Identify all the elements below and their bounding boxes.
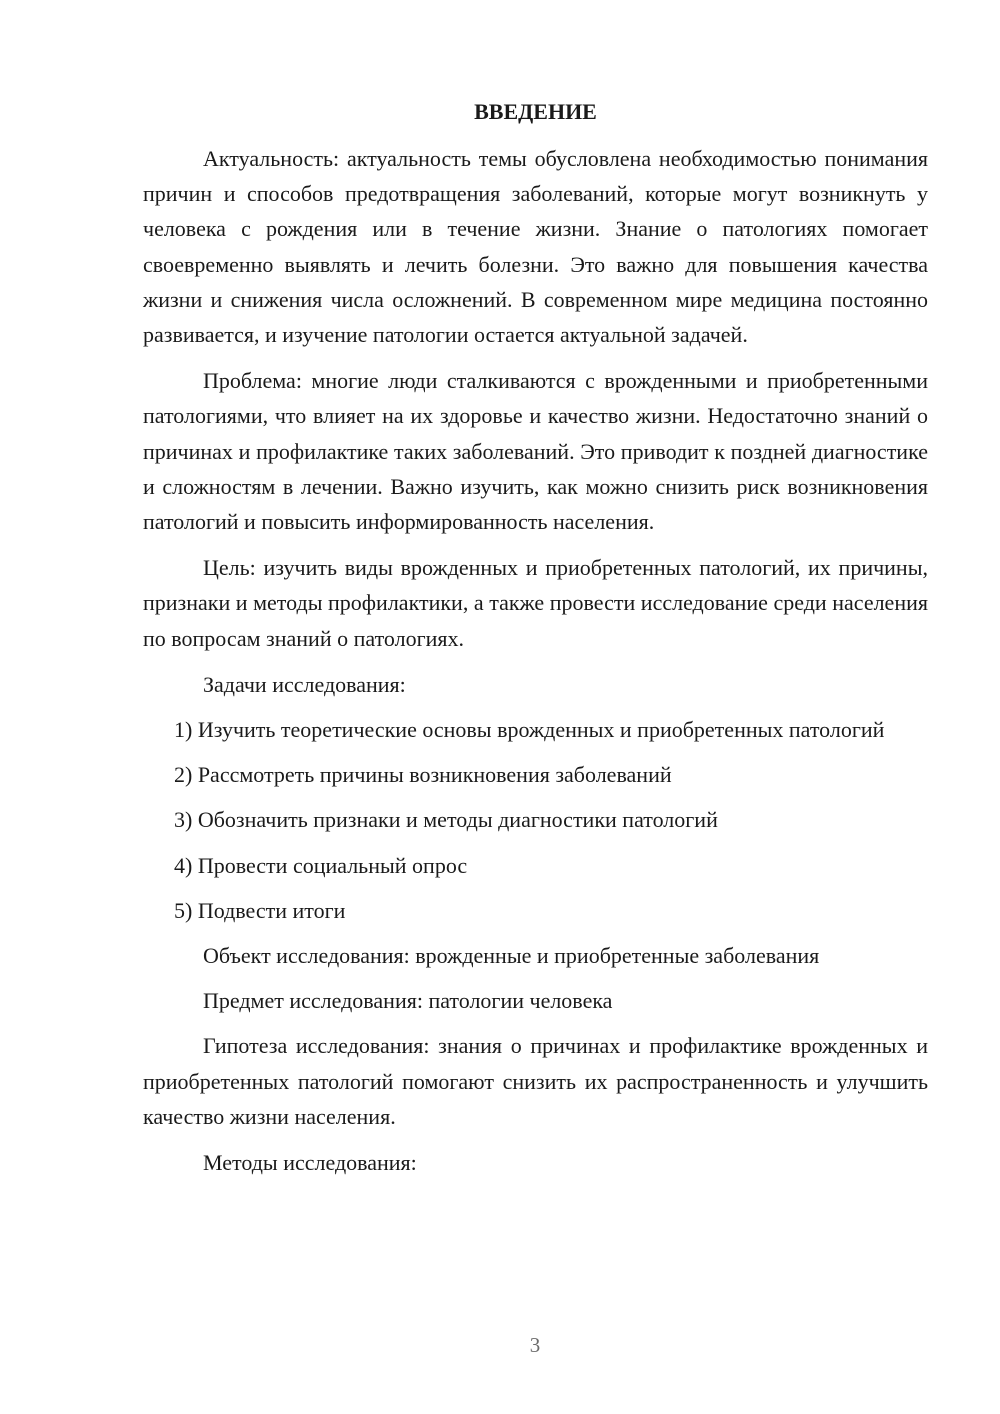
page-content: [143, 97, 928, 1190]
goal-paragraph: Цель: изучить виды врожденных и приобретенных патологий, их причины, признаки и методы профилактики, а также провести исследование среди населения по вопросам знаний о патологиях.: [143, 555, 928, 651]
task-item: 4) Провести социальный опрос: [174, 852, 468, 878]
methods-heading: Методы исследования:: [203, 1150, 417, 1176]
hypothesis-paragraph: Гипотеза исследования: знания о причинах и профилактике врожденных и приобретенных патологий помогают снизить их распространенность и улучшить качество жизни населения.: [143, 1033, 928, 1129]
page-title: ВВЕДЕНИЕ: [474, 99, 597, 124]
task-item: 5) Подвести итоги: [174, 897, 346, 923]
relevance-paragraph: Актуальность: актуальность темы обусловлена необходимостью понимания причин и способов предотвращения заболеваний, которые могут возникнуть у человека с рождения или в течение жизни. Знание о патологиях помогает своевременно выявлять и лечить болезни. Это важно для повышения качества жизни и снижения числа осложнений. В современном мире медицина постоянно развивается, и изучение патологии остается актуальной задачей.: [143, 146, 928, 348]
subject-paragraph: Предмет исследования: патологии человека: [203, 988, 613, 1014]
object-paragraph: Объект исследования: врожденные и приобретенные заболевания: [203, 943, 820, 969]
page-number: 3: [529, 1333, 541, 1357]
task-item: 2) Рассмотреть причины возникновения заболеваний: [174, 762, 672, 788]
problem-paragraph: Проблема: многие люди сталкиваются с врожденными и приобретенными патологиями, что влияет на их здоровье и качество жизни. Недостаточно знаний о причинах и профилактике таких заболеваний. Это приводит к поздней диагностике и сложностям в лечении. Важно изучить, как можно снизить риск возникновения патологий и повысить информированность населения.: [143, 368, 928, 535]
tasks-heading: Задачи исследования:: [203, 671, 406, 697]
task-item: 1) Изучить теоретические основы врожденных и приобретенных патологий: [174, 717, 885, 743]
task-item: 3) Обозначить признаки и методы диагностики патологий: [174, 807, 718, 833]
